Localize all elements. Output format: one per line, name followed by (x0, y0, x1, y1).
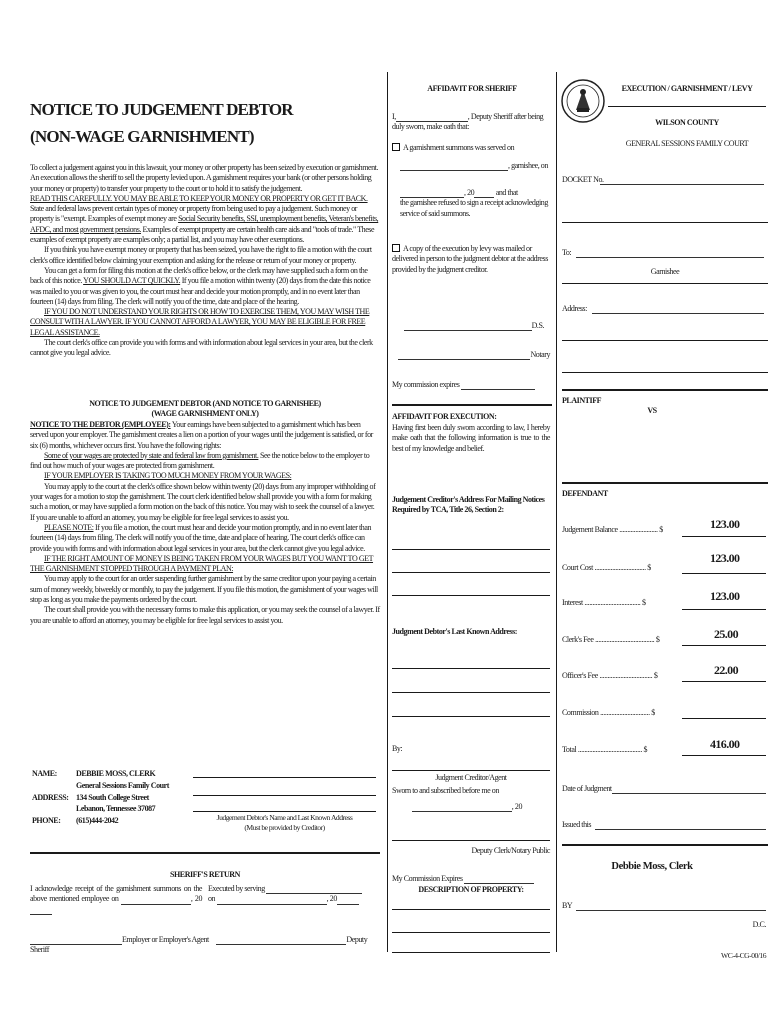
option-served: A garnishment summons was served on (392, 143, 552, 153)
sheriff-commission-field[interactable] (461, 389, 535, 390)
issued-field[interactable] (595, 819, 766, 830)
notary-signature-field[interactable] (398, 359, 530, 360)
fee-row: Interest ................................... $ (562, 598, 646, 607)
sworn-date: , 20 (392, 802, 522, 812)
fee-value: 22.00 (713, 663, 738, 677)
wage-protected-paragraph: Some of your wages are protected by state and federal law from garnishment. See the notice below to the employer to find out how much of your wages are protected from garnishment. (30, 450, 370, 471)
affidavit-sheriff-text: I, , Deputy Sheriff after being duly sworn, make oath that: (392, 112, 544, 132)
sworn-date-field[interactable] (412, 811, 512, 812)
judgment-date-field[interactable] (612, 783, 766, 794)
plaintiff-label: PLAINTIFF (562, 396, 602, 405)
judgment-date-label: Date of Judgment (562, 784, 612, 793)
debtor-address-label: Judgment Debtor's Last Known Address: (392, 627, 517, 636)
docket-label: DOCKET No. (562, 175, 604, 184)
executed-year-field[interactable] (337, 904, 359, 905)
creditor-agent-caption: Judgment Creditor/Agent (435, 773, 507, 782)
wage-notice (30, 420, 380, 626)
wage-suspend-paragraph: You may apply to the court for an order suspending further garnishment by the same creditor upon your paying a certain sum of money weekly, biweekly or monthly, to pay the judgement. If you file this motion, the garnishment of your wages will stop as long as you make the payments ordered by the court. (30, 574, 378, 605)
mailed-checkbox[interactable] (392, 244, 400, 252)
execution-heading: EXECUTION / GARNISHMENT / LEVY (621, 84, 753, 93)
executed-name-field[interactable] (266, 893, 362, 894)
sheriffs-ack: I acknowledge receipt of the garnishment summons on the above mentioned employee on , 20 (30, 884, 202, 915)
court-label: GENERAL SESSIONS FAMILY COURT (625, 139, 749, 148)
to-label: To: (562, 248, 572, 257)
deputy-clerk-caption: Deputy Clerk/Notary Public (471, 846, 550, 855)
fee-value: 123.00 (710, 589, 740, 603)
served-date: , 20 and that the garnishee refused to sign a receipt acknowledging service of said summons. (400, 188, 548, 218)
ack-date-field[interactable] (121, 904, 191, 905)
form-paragraph: You can get a form for filing this motion at the clerk's office below, or the clerk may have supplied such a form on the back of this notice. YOU SHOULD ACT QUICKLY. If you file a motion within twenty (20) days from the date this notice was mailed to you or was given to you, the court must hear and decide your motion promptly, and in no event later than fourteen (14) days from filing. The clerk will notify you of the time, date and place of the hearing. (30, 265, 371, 306)
ds-signature-field[interactable] (404, 330, 532, 331)
sheriffs-executed: Executed by serving on , 20 (208, 884, 380, 905)
deputy-signature-field[interactable] (216, 944, 346, 945)
issued-label: Issued this (562, 820, 592, 829)
non-wage-notice (30, 163, 380, 359)
exempt-paragraph: State and federal laws prevent certain types of money or property from being used to pay a judgement. Such money or property is "exempt. Examples of exempt money are Social Security benefits, SSI, unemployment benefits, Veteran's benefits, AFDC, and most government pensions. Examples of exempt property are certain health care aids and "tools of trade." These examples of exempt property are examples only; a partial list, and you may have other exemptions. (30, 204, 379, 245)
county-label: WILSON COUNTY (655, 118, 719, 127)
affidavit-execution-heading: AFFIDAVIT FOR EXECUTION: (392, 412, 497, 421)
motion-paragraph: If you think you have exempt money or property that has been seized, you have the right to file a motion with the court clerk's office identified below claiming your exemption and asking for the release or return of your money or property. (30, 245, 372, 265)
ack-year-field[interactable] (30, 914, 52, 915)
form-id: WC-4-CG-00/16 (721, 951, 766, 960)
fee-row: Total ........................................ $ (562, 745, 648, 754)
lawyer-paragraph: IF YOU DO NOT UNDERSTAND YOUR RIGHTS OR HOW TO EXERCISE THEM, YOU MAY WISH THE CONSULT WITH A LAWYER. IF YOU CANNOT AFFORD A LAWYER, YOU MAY BE ELIGIBLE FOR FREE LEGAL ASSISTANCE. (30, 307, 370, 337)
notice-warning: READ THIS CAREFULLY. YOU MAY BE ABLE TO KEEP YOUR MONEY OR PROPERTY OR GET IT BACK. (30, 193, 368, 203)
fee-value: 25.00 (713, 627, 738, 641)
dc-label: D.C. (752, 920, 766, 929)
vs-label: VS (647, 406, 657, 415)
garnishee-caption: Garnishee (650, 267, 680, 276)
page-title (30, 96, 293, 150)
wage-please-note: PLEASE NOTE: If you file a motion, the court must hear and decide your motion promptly, and in no event later than fourteen (14) days from filing. The clerk will notify you of the time, date and place of hearing. The court clerk's office can provide you with forms and with information about legal services in your area, but the clerk cannot give you legal advice. (30, 522, 371, 553)
garnishee-name-field[interactable] (400, 170, 508, 171)
title-line1: NOTICE TO JUDGEMENT DEBTOR (30, 100, 293, 119)
execution-commission: My Commission Expires (392, 874, 552, 884)
clerk-contact: NAME: DEBBIE MOSS, CLERK General Sessions Family Court ADDRESS: 134 South College Street Lebanon, Tennessee 37087 PHONE: (615)444-2042 (32, 769, 169, 826)
served-checkbox[interactable] (392, 143, 400, 151)
fee-row: Commission ............................... $ (562, 708, 655, 717)
sheriff-commission: My commission expires (392, 380, 552, 390)
address-label: Address: (562, 304, 587, 313)
wage-forms-paragraph: The court shall provide you with the necessary forms to make this application, or you may seek the counsel of a lawyer. If you are unable to afford an attorney, you may be eligible for free legal services to assist you. (30, 605, 380, 625)
ds-signature: D.S. (392, 321, 544, 331)
affidavit-sheriff-heading: AFFIDAVIT FOR SHERIFF (427, 84, 517, 93)
creditor-address-label: Judgement Creditor's Address For Mailing Notices Required by TCA, Title 26, Section 2: (392, 495, 545, 515)
notice-paragraph: To collect a judgement against you in this lawsuit, your money or other property has been seized by execution or garnishment. An execution allows the sheriff to sell the property levied upon. A garnishment requires your bank (or other persons holding your money or property) to transfer your property to the court or to hold it to satisfy the judgement. (30, 163, 378, 193)
option-mailed: A copy of the execution by levy was mailed or delivered in person to the judgment debtor at the address provided by the judgment creditor. (392, 244, 548, 274)
address-field[interactable] (592, 303, 764, 314)
by-clerk-field[interactable] (576, 900, 766, 911)
to-field[interactable] (576, 247, 764, 258)
docket-field[interactable] (600, 174, 764, 185)
executed-date-field[interactable] (217, 904, 327, 905)
fee-value: 416.00 (710, 737, 740, 751)
fee-row: Officer's Fee ................................. $ (562, 671, 658, 680)
wage-heading: NOTICE TO JUDGEMENT DEBTOR (AND NOTICE TO GARNISHEE) (WAGE GARNISHMENT ONLY) (89, 399, 321, 419)
wage-too-much-heading: IF YOUR EMPLOYER IS TAKING TOO MUCH MONEY FROM YOUR WAGES: (44, 471, 292, 481)
fee-row: Clerk's Fee ..................................... $ (562, 635, 660, 644)
sheriffs-return-heading: SHERIFF'S RETURN (170, 870, 240, 879)
fee-value: 123.00 (710, 517, 740, 531)
fee-value: 123.00 (710, 551, 740, 565)
seal-emblem-icon (560, 70, 606, 132)
notary-signature: Notary (392, 350, 550, 360)
defendant-label: DEFENDANT (562, 489, 608, 498)
title-line2: (NON-WAGE GARNISHMENT) (30, 127, 254, 146)
clerk-name: Debbie Moss, Clerk (611, 861, 693, 872)
sworn-text: Sworn to and subscribed before me on (392, 786, 499, 795)
sheriffs-signatures: Employer or Employer's Agent Deputy Sheriff (30, 935, 368, 955)
debtor-address-caption: Judgement Debtor's Name and Last Known Address (Must be provided by Creditor) (216, 813, 353, 832)
wage-debtor-paragraph: NOTICE TO THE DEBTOR (EMPLOYEE): Your earnings have been subjected to a garnishment which has been served upon your employer. The garnishment creates a lien on a portion of your wages until the judgement is satisfied, or for six (6) months, whichever occurs first. You have the following rights: (30, 420, 373, 450)
clerk-paragraph: The court clerk's office can provide you with forms and with information about legal services in your area, but the clerk cannot give you legal advice. (30, 338, 373, 358)
fee-row: Judgement Balance ........................ $ (562, 525, 663, 534)
by-clerk-label: BY (562, 901, 573, 910)
served-garnishee: , garnishee, on (400, 161, 552, 171)
wage-payment-plan-heading: IF THE RIGHT AMOUNT OF MONEY IS BEING TAKEN FROM YOUR WAGES BUT YOU WANT TO GET THE GARNISHMENT STOPPED THROUGH A PAYMENT PLAN: (30, 553, 374, 574)
court-seal (560, 70, 606, 132)
by-label: By: (392, 744, 403, 753)
fee-row: Court Cost ................................ $ (562, 563, 651, 572)
wage-apply-paragraph: You may apply to the court at the clerk's office shown below within twenty (20) days from any improper withholding of your wages for a motion to stop the garnishment. The court clerk identified below shall provide you with a form for making such a motion, or may have supplied a form motion on the back of this notice. You may wish to seek the counsel of a lawyer. If you are unable to afford an attorney, you may be eligible for free legal services to assist you. (30, 481, 376, 522)
affidavit-execution-text: Having first been duly sworn according to law, I hereby make oath that the following information is true to the best of my knowledge and belief. (392, 423, 550, 453)
description-heading: DESCRIPTION OF PROPERTY: (418, 885, 524, 894)
